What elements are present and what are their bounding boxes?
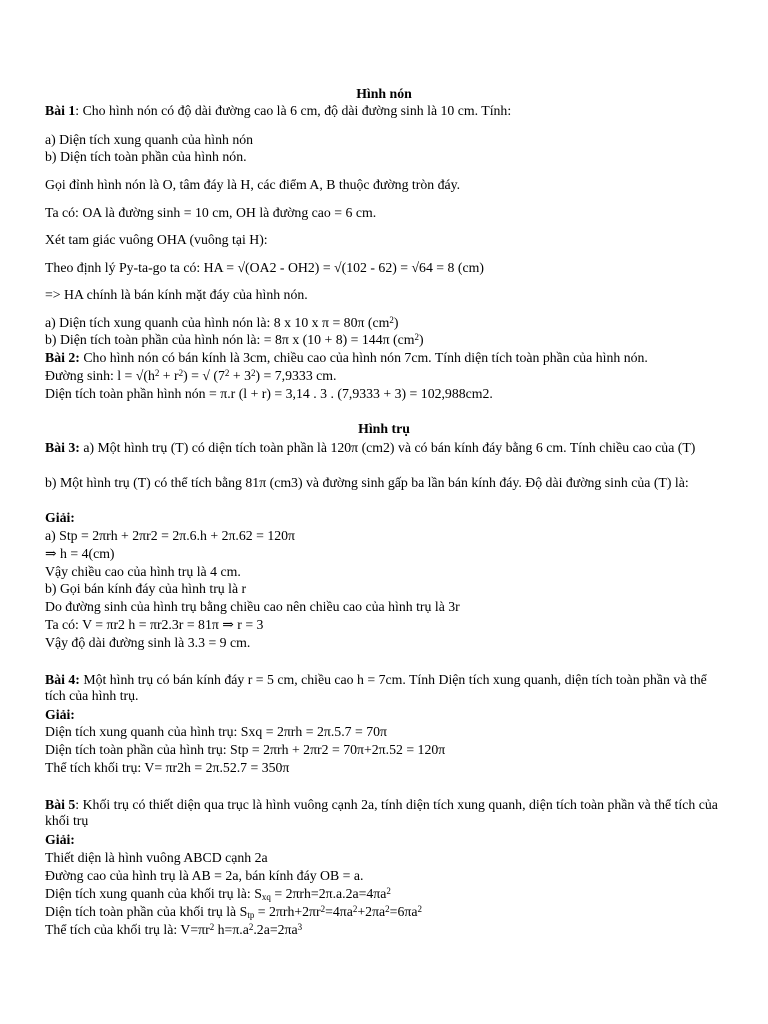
- bai1-step-3: Xét tam giác vuông OHA (vuông tại H):: [45, 232, 268, 247]
- exponent: 2: [178, 368, 184, 378]
- paren: ): [418, 332, 424, 347]
- bai3-line-1: a) Stp = 2πrh + 2πr2 = 2π.6.h + 2π.62 = 120π: [45, 528, 296, 543]
- bai4-line-2: Diện tích toàn phần của hình trụ: Stp = 2πrh + 2πr2 = 70π+2π.52 = 120π: [45, 742, 446, 757]
- cylinder-title: Hình trụ: [358, 421, 410, 436]
- gen-part: + 3: [229, 368, 251, 383]
- paren: ): [393, 315, 399, 330]
- exponent: 2: [352, 904, 358, 914]
- bai1-question-a: a) Diện tích xung quanh của hình nón: [45, 132, 254, 147]
- bai2-text: Cho hình nón có bán kính là 3cm, chiều cao của hình nón 7cm. Tính diện tích toàn phần của hình nón.: [79, 350, 648, 365]
- bai1-label: Bài 1: [45, 103, 76, 118]
- giai-label: Giải:: [45, 510, 75, 525]
- bai3-line-4: b) Gọi bán kính đáy của hình trụ là r: [45, 581, 247, 596]
- exponent: 2: [414, 332, 419, 342]
- cone-title: Hình nón: [356, 86, 412, 101]
- gen-part: ) = √ (7: [183, 368, 225, 383]
- bai5-label: Bài 5: [45, 797, 76, 812]
- bai4-line-3: Thể tích khối trụ: V= πr2h = 2π.52.7 = 350π: [45, 760, 290, 775]
- subscript: xq: [261, 892, 271, 902]
- bai1-text: : Cho hình nón có độ dài đường cao là 6 cm, độ dài đường sinh là 10 cm. Tính:: [75, 103, 512, 118]
- bai4-text: Một hình trụ có bán kính đáy r = 5 cm, chiều cao h = 7cm. Tính Diện tích xung quanh, diện tích toàn phần và thể tích của hình trụ.: [45, 672, 707, 704]
- bai3-line-3: Vậy chiều cao của hình trụ là 4 cm.: [45, 564, 241, 579]
- line-part: Diện tích xung quanh của khối trụ là: S: [45, 886, 262, 901]
- bai5-statement: [45, 797, 725, 830]
- gen-part: ) = 7,9333 cm.: [255, 368, 337, 383]
- giai-label: Giải:: [45, 707, 75, 722]
- exponent: 2: [209, 922, 215, 932]
- exponent: 2: [386, 886, 391, 896]
- bai4-line-1: Diện tích xung quanh của hình trụ: Sxq = 2πrh = 2π.5.7 = 70π: [45, 724, 387, 739]
- bai1-step-4: Theo định lý Py-ta-go ta có: HA = √(OA2 - OH2) = √(102 - 62) = √64 = 8 (cm): [45, 260, 484, 275]
- exponent: 2: [417, 904, 422, 914]
- bai2-statement: [45, 350, 648, 366]
- bai2-label: Bài 2:: [45, 350, 80, 365]
- line-part: Thể tích của khối trụ là: V=πr: [45, 922, 210, 937]
- bai5-line-5: [45, 922, 302, 938]
- giai-label: Giải:: [45, 832, 75, 847]
- line-part: = 2πrh=2π.a.2a=4πa: [270, 886, 387, 901]
- exponent: 2: [389, 315, 394, 325]
- bai3-line-2: ⇒ h = 4(cm): [45, 546, 115, 561]
- line-part: Diện tích toàn phần của khối trụ là S: [45, 904, 248, 919]
- exponent: 3: [297, 922, 303, 932]
- exponent: 2: [154, 368, 160, 378]
- bai5-line-4: [45, 904, 422, 920]
- line-part: =4πa: [325, 904, 353, 919]
- exponent: 2: [224, 368, 230, 378]
- bai3-line-7: Vậy độ dài đường sinh là 3.3 = 9 cm.: [45, 635, 251, 650]
- bai3-line-6: Ta có: V = πr2 h = πr2.3r = 81π ⇒ r = 3: [45, 617, 264, 632]
- bai3-solution-label: [45, 510, 75, 526]
- bai3-text-a: a) Một hình trụ (T) có diện tích toàn phần là 120π (cm2) và có bán kính đáy bằng 6 cm. Tính chiều cao của (T): [79, 440, 696, 455]
- bai1-step-5: => HA chính là bán kính mặt đáy của hình nón.: [45, 287, 308, 302]
- bai1-question-b: b) Diện tích toàn phần của hình nón.: [45, 149, 247, 164]
- exponent: 2: [320, 904, 326, 914]
- bai3-line-5: Do đường sinh của hình trụ bằng chiều cao nên chiều cao của hình trụ là 3r: [45, 599, 460, 614]
- exponent: 2: [251, 368, 256, 378]
- bai1-answer-a-text: a) Diện tích xung quanh của hình nón là: 8 x 10 x π = 80π (cm: [45, 315, 390, 330]
- line-part: =6πa: [389, 904, 418, 919]
- bai2-area: Diện tích toàn phần hình nón = π.r (l + r) = 3,14 . 3 . (7,9333 + 3) = 102,988cm2.: [45, 386, 493, 401]
- exponent: 2: [385, 904, 390, 914]
- bai1-answer-a: [45, 315, 398, 331]
- bai1-step-1: Gọi đỉnh hình nón là O, tâm đáy là H, các điểm A, B thuộc đường tròn đáy.: [45, 177, 461, 192]
- bai3-statement-a: [45, 440, 725, 456]
- bai5-line-1: Thiết diện là hình vuông ABCD cạnh 2a: [45, 850, 268, 865]
- exponent: 2: [248, 922, 254, 932]
- gen-part: + r: [159, 368, 179, 383]
- bai1-statement: [45, 103, 511, 119]
- line-part: .2a=2πa: [253, 922, 298, 937]
- line-part: +2πa: [357, 904, 386, 919]
- bai5-line-2: Đường cao của hình trụ là AB = 2a, bán kính đáy OB = a.: [45, 868, 364, 883]
- bai2-generatrix: [45, 368, 336, 384]
- bai4-statement: [45, 672, 725, 705]
- line-part: = 2πrh+2πr: [254, 904, 321, 919]
- line-part: h=π.a: [214, 922, 249, 937]
- bai1-step-2: Ta có: OA là đường sinh = 10 cm, OH là đường cao = 6 cm.: [45, 205, 377, 220]
- gen-part: Đường sinh: l = √(h: [45, 368, 155, 383]
- bai3-statement-b: b) Một hình trụ (T) có thể tích bằng 81π (cm3) và đường sinh gấp ba lần bán kính đáy. Độ dài đường sinh của (T) là:: [45, 475, 689, 490]
- bai3-label: Bài 3:: [45, 440, 80, 455]
- bai4-solution-label: [45, 707, 75, 723]
- bai5-line-3: [45, 886, 391, 902]
- bai4-label: Bài 4:: [45, 672, 80, 687]
- bai5-text: : Khối trụ có thiết diện qua trục là hình vuông cạnh 2a, tính diện tích xung quanh, diện tích toàn phần và thể tích của khối trụ: [45, 797, 718, 829]
- bai5-solution-label: [45, 832, 75, 848]
- subscript: tp: [247, 910, 255, 920]
- bai1-answer-b-text: b) Diện tích toàn phần của hình nón là: = 8π x (10 + 8) = 144π (cm: [45, 332, 415, 347]
- bai1-answer-b: [45, 332, 424, 348]
